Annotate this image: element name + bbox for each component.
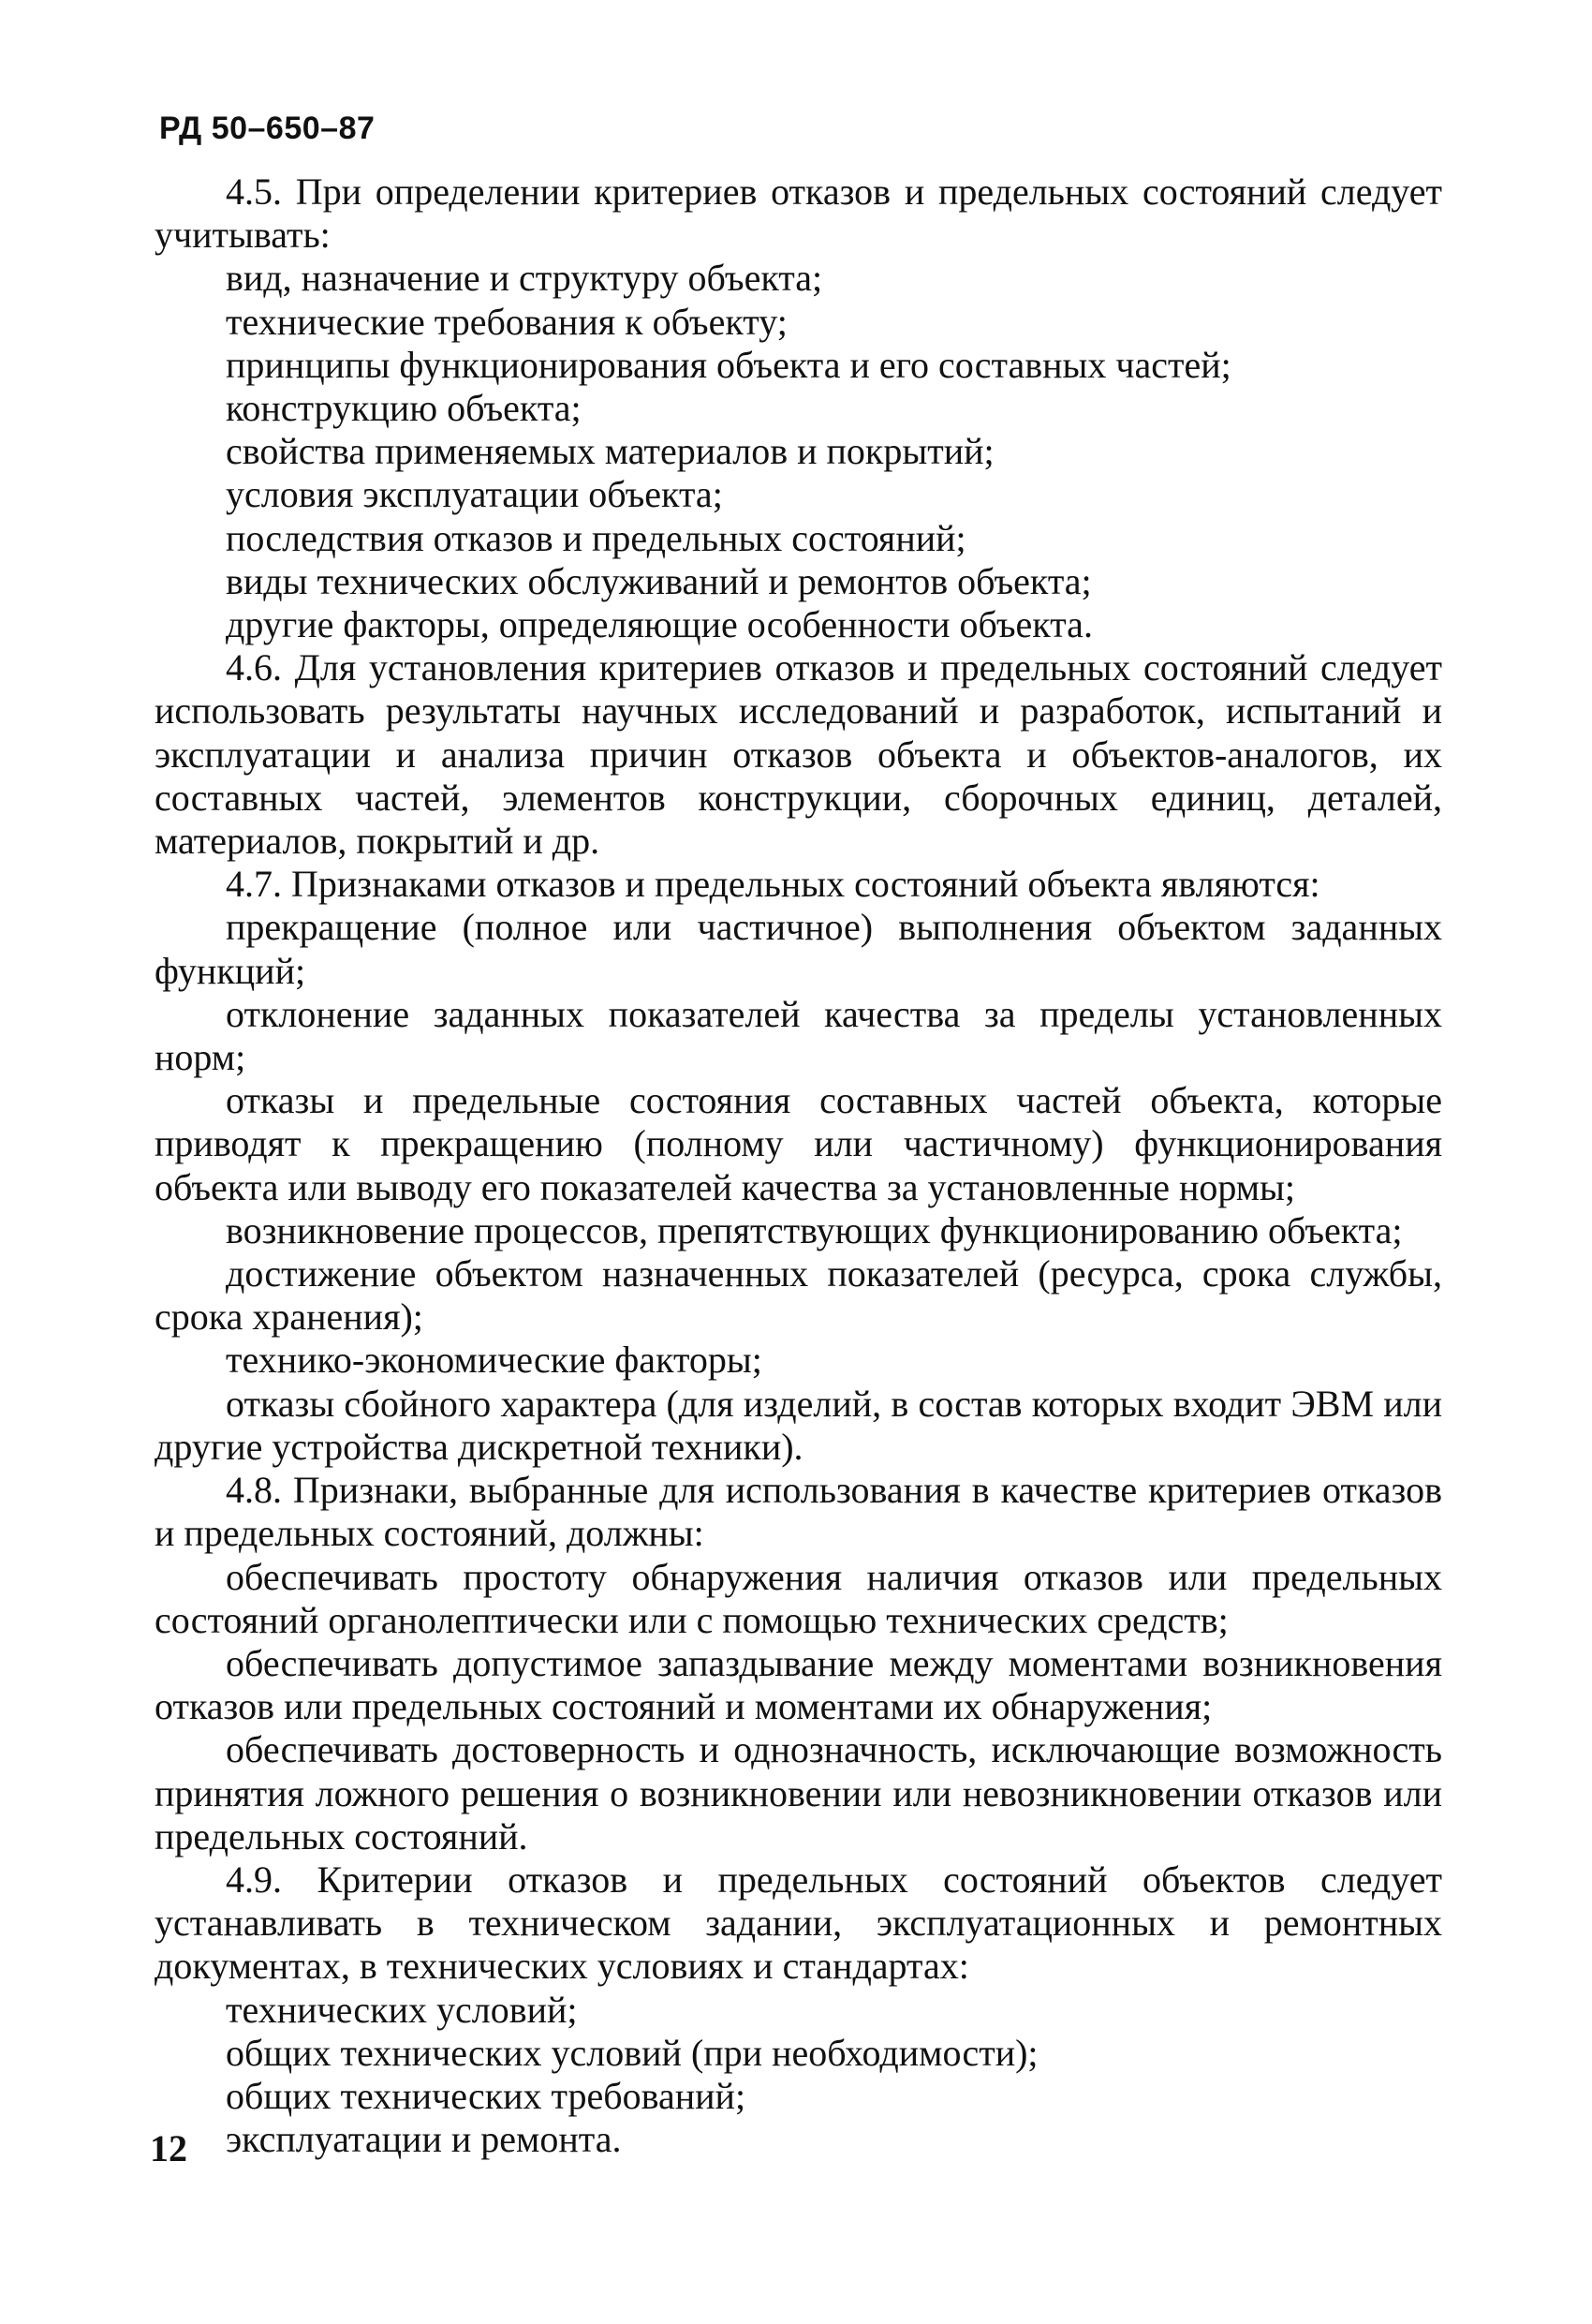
- document-body: [155, 170, 1442, 2161]
- page-number: 12: [150, 2127, 187, 2169]
- document-header: РД 50–650–87: [159, 111, 376, 146]
- list-item: общих технических требований;: [226, 2074, 746, 2117]
- list-item: обеспечивать допустимое запаздывание между моментами возникновения отказов или предельных состояний и моментами их обнаружения;: [155, 1641, 1442, 1728]
- list-item: условия эксплуатации объекта;: [226, 473, 723, 516]
- list-item: достижение объектом назначенных показателей (ресурса, срока службы, срока хранения);: [155, 1252, 1442, 1339]
- paragraph-4-9: 4.9. Критерии отказов и предельных состояний объектов следует устанавливать в техническом задании, эксплуатационных и ремонтных документах, в технических условиях и стандартах:: [155, 1858, 1442, 1988]
- list-item: виды технических обслуживаний и ремонтов объекта;: [226, 559, 1092, 602]
- list-item: обеспечивать достоверность и однозначность, исключающие возможность принятия ложного решения о возникновении или невозникновении отказов или предельных состояний.: [155, 1728, 1442, 1858]
- list-item: эксплуатации и ремонта.: [226, 2118, 622, 2161]
- list-item: другие факторы, определяющие особенности объекта.: [226, 603, 1093, 646]
- list-item: отклонение заданных показателей качества за пределы установленных норм;: [155, 992, 1442, 1079]
- list-item: технических условий;: [226, 1988, 578, 2031]
- paragraph-4-8: 4.8. Признаки, выбранные для использования в качестве критериев отказов и предельных состояний, должны:: [155, 1469, 1442, 1555]
- paragraph-4-7: 4.7. Признаками отказов и предельных состояний объекта являются:: [226, 863, 1320, 906]
- list-item: технико-экономические факторы;: [226, 1339, 762, 1382]
- list-item: отказы сбойного характера (для изделий, в состав которых входит ЭВМ или другие устройства дискретной техники).: [155, 1382, 1442, 1468]
- list-item: отказы и предельные состояния составных частей объекта, которые приводят к прекращению (полному или частичному) функционирования объекта или выводу его показателей качества за установленные нормы;: [155, 1079, 1442, 1208]
- list-item: технические требования к объекту;: [226, 300, 788, 343]
- paragraph-4-6: 4.6. Для установления критериев отказов и предельных состояний следует использовать результаты научных исследований и разработок, испытаний и эксплуатации и анализа причин отказов объекта и объектов-аналогов, их составных частей, элементов конструкции, сборочных единиц, деталей, материалов, покрытий и др.: [155, 646, 1442, 863]
- list-item: вид, назначение и структуру объекта;: [226, 257, 823, 300]
- list-item: последствия отказов и предельных состояний;: [226, 516, 966, 559]
- list-item: прекращение (полное или частичное) выполнения объектом заданных функций;: [155, 906, 1442, 992]
- list-item: обеспечивать простоту обнаружения наличия отказов или предельных состояний органолептически или с помощью технических средств;: [155, 1555, 1442, 1641]
- list-item: принципы функционирования объекта и его составных частей;: [226, 343, 1231, 386]
- list-item: возникновение процессов, препятствующих функционированию объекта;: [226, 1208, 1403, 1251]
- list-item: конструкцию объекта;: [226, 387, 582, 430]
- list-item: свойства применяемых материалов и покрытий;: [226, 430, 995, 473]
- list-item: общих технических условий (при необходимости);: [226, 2031, 1039, 2074]
- paragraph-4-5: 4.5. При определении критериев отказов и предельных состояний следует учитывать:: [155, 170, 1442, 257]
